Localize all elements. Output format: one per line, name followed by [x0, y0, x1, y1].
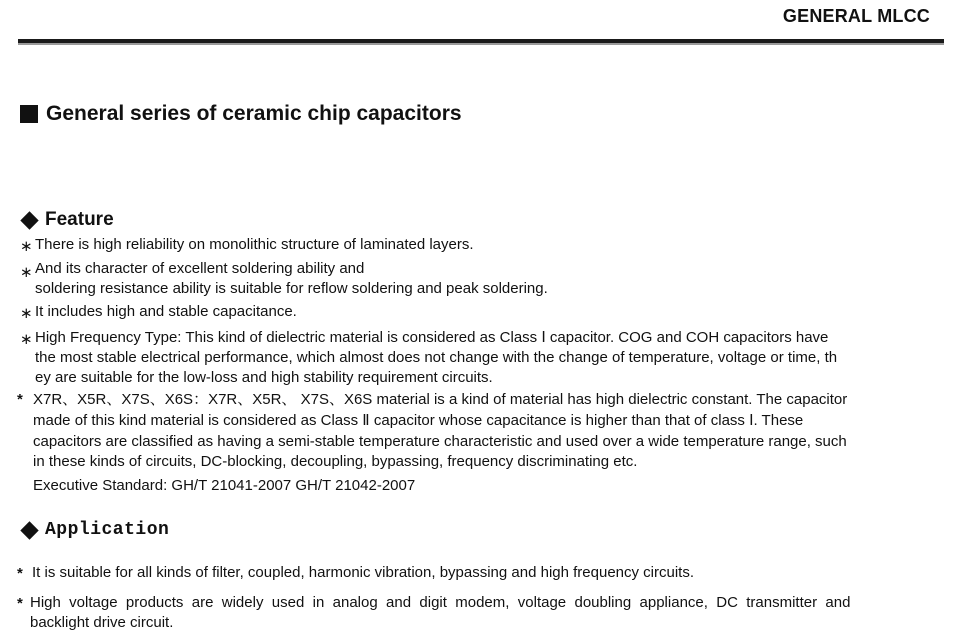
feature-line: made of this kind material is considered as Class Ⅱ capacitor whose capacitance is higher than that of class Ⅰ. These	[33, 412, 804, 429]
bullet-icon: *	[17, 391, 23, 408]
executive-standard: Executive Standard: GH/T 21041-2007 GH/T 21042-2007	[33, 477, 416, 494]
feature-heading	[20, 209, 114, 231]
feature-line: capacitors are classified as having a semi-stable temperature characteristic and used over a wide temperature range, such	[33, 433, 847, 450]
section-title	[20, 102, 462, 126]
application-line: It is suitable for all kinds of filter, coupled, harmonic vibration, bypassing and high frequency circuits.	[32, 564, 695, 581]
bullet-icon: ∗	[20, 238, 33, 255]
feature-line: in these kinds of circuits, DC-blocking, decoupling, bypassing, frequency discriminating etc.	[33, 453, 638, 470]
bullet-icon: ∗	[20, 331, 33, 348]
black-diamond-icon	[20, 521, 38, 539]
bullet-icon: *	[17, 565, 23, 582]
section-title-text: General series of ceramic chip capacitors	[46, 102, 462, 125]
bullet-icon: *	[17, 595, 23, 612]
bullet-icon: ∗	[20, 305, 33, 322]
black-square-icon	[20, 105, 38, 123]
feature-line: X7R、X5R、X7S、X6S：X7R、X5R、 X7S、X6S material is a kind of material has high dielectric constant. The capacitor	[33, 391, 848, 408]
application-heading	[20, 520, 169, 540]
black-diamond-icon	[20, 211, 38, 229]
feature-line: High Frequency Type: This kind of dielectric material is considered as Class Ⅰ capacitor. COG and COH capacitors have	[35, 329, 829, 346]
page-header-title: GENERAL MLCC	[782, 6, 930, 26]
feature-line: And its character of excellent soldering ability and	[35, 260, 365, 277]
header-divider-shadow	[18, 43, 944, 45]
application-line: backlight drive circuit.	[30, 614, 174, 631]
feature-line: the most stable electrical performance, which almost does not change with the change of temperature, voltage or time, th	[35, 349, 838, 366]
feature-line: ey are suitable for the low-loss and high stability requirement circuits.	[35, 369, 493, 386]
application-line: High voltage products are widely used in analog and digit modem, voltage doubling appliance, DC transmitter and	[30, 594, 851, 611]
feature-line: It includes high and stable capacitance.	[35, 303, 297, 320]
feature-heading-text: Feature	[45, 209, 114, 230]
application-heading-text: Application	[45, 520, 170, 540]
feature-line: There is high reliability on monolithic structure of laminated layers.	[35, 236, 474, 253]
bullet-icon: ∗	[20, 264, 33, 281]
feature-line: soldering resistance ability is suitable for reflow soldering and peak soldering.	[35, 280, 548, 297]
